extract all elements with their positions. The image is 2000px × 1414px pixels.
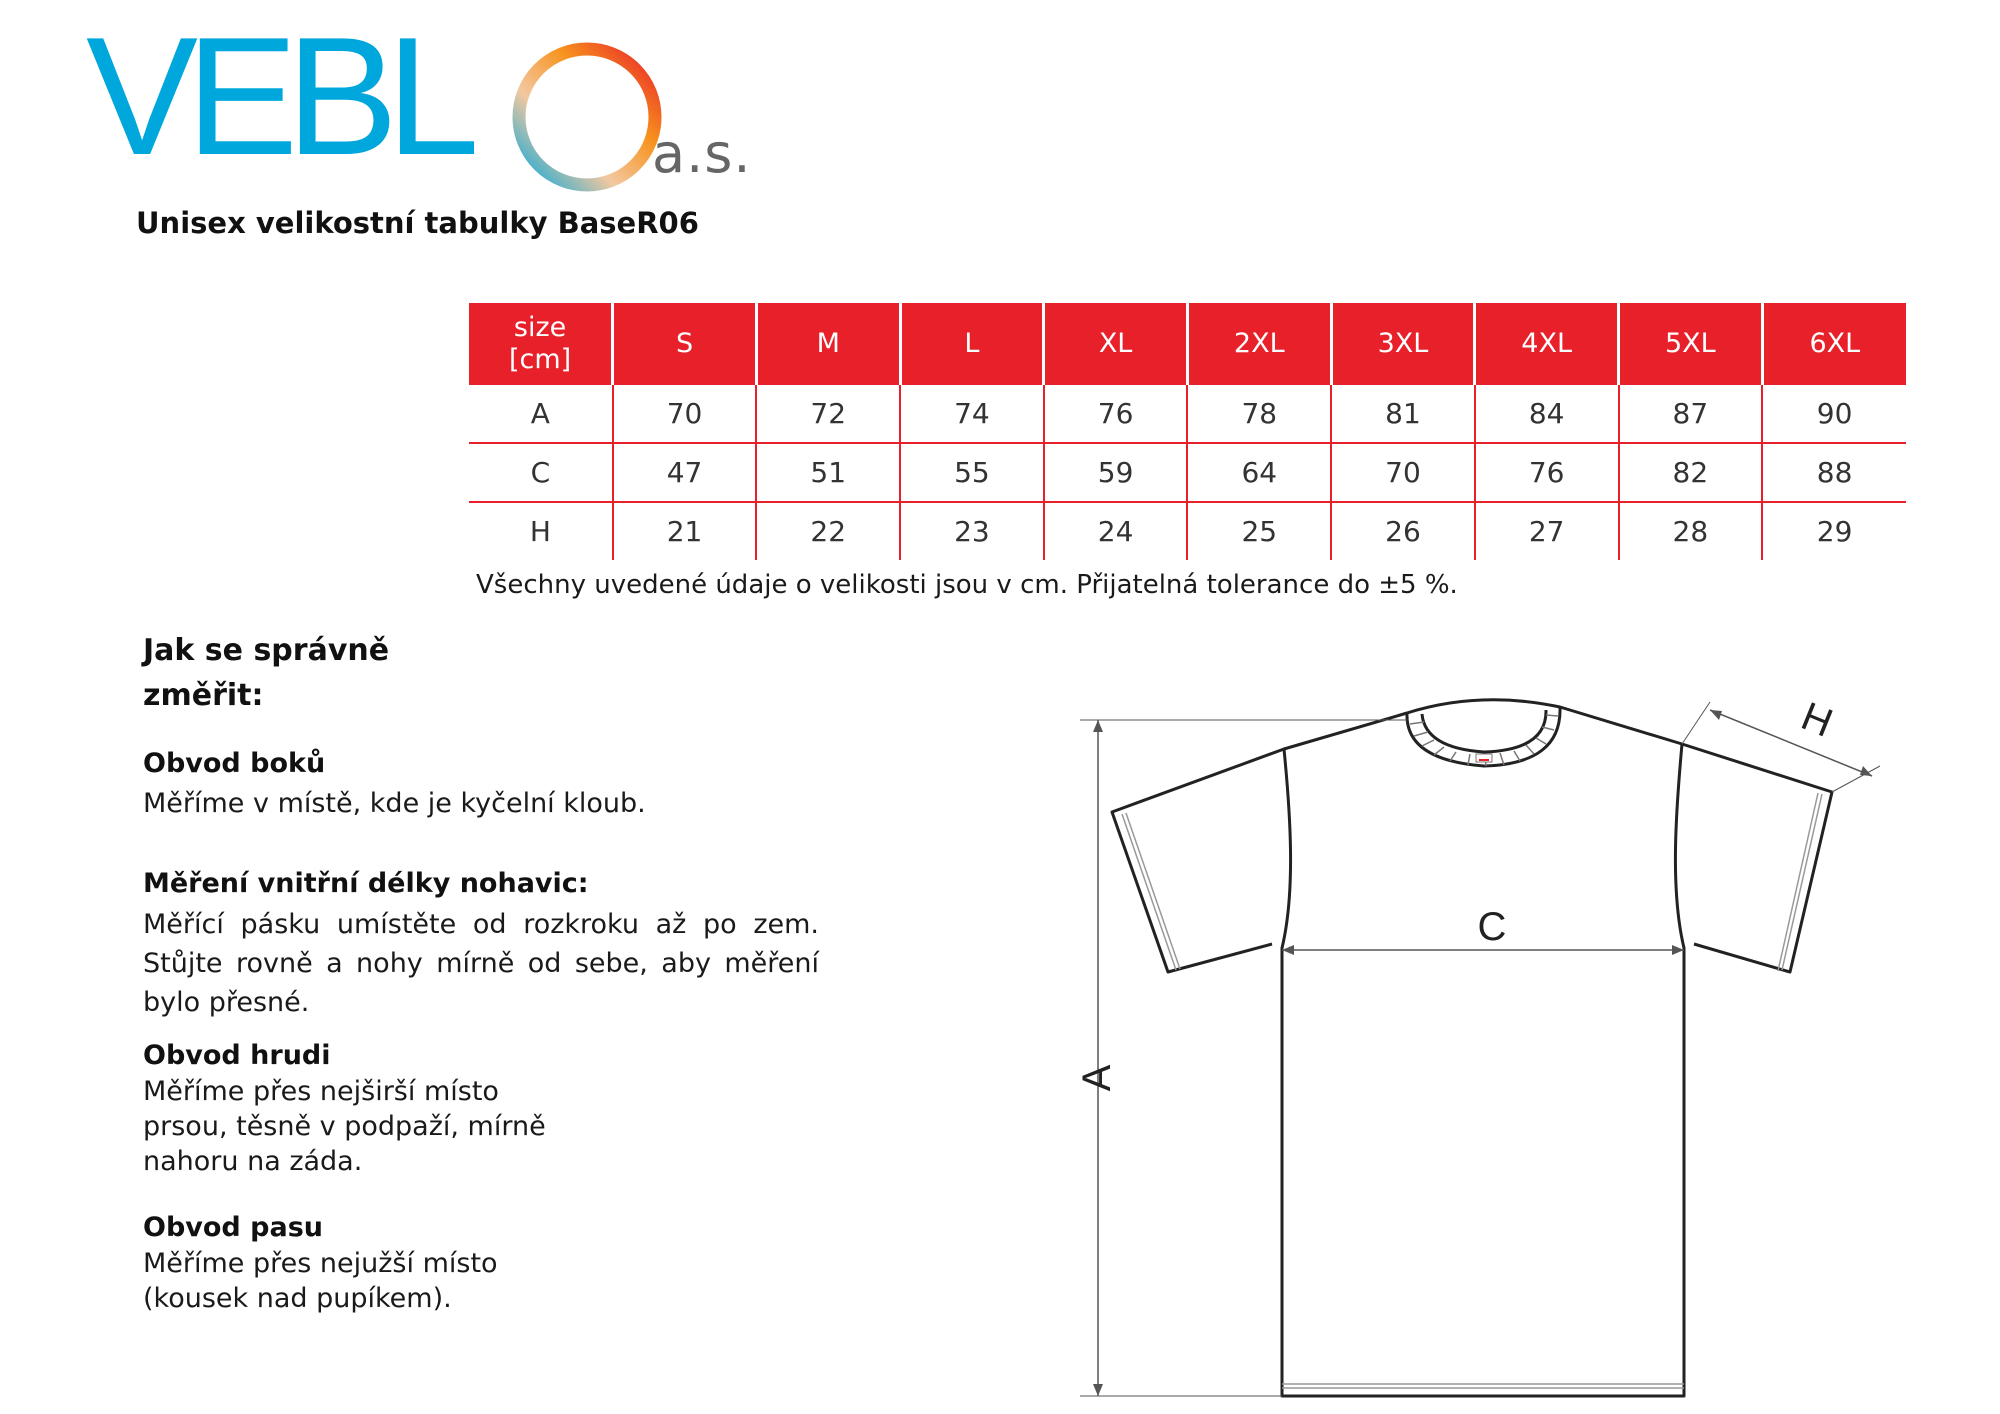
right-sleeve-outline bbox=[1682, 744, 1832, 972]
value-cell: 88 bbox=[1762, 443, 1906, 502]
value-cell: 74 bbox=[900, 385, 1044, 443]
arrow-h-start bbox=[1710, 710, 1722, 720]
size-header-cell: M bbox=[756, 303, 900, 385]
value-cell: 27 bbox=[1475, 502, 1619, 560]
section-title-chest: Obvod hrudi bbox=[143, 1040, 331, 1071]
table-row bbox=[469, 385, 1906, 443]
value-cell: 59 bbox=[1044, 443, 1188, 502]
value-cell: 51 bbox=[756, 443, 900, 502]
value-cell: 22 bbox=[756, 502, 900, 560]
size-header-cell: 2XL bbox=[1187, 303, 1331, 385]
value-cell: 55 bbox=[900, 443, 1044, 502]
dim-label-c: C bbox=[1477, 905, 1507, 949]
dim-ext-h-left bbox=[1682, 702, 1710, 744]
size-header-row bbox=[469, 303, 1906, 385]
logo-ring-graphic bbox=[508, 38, 666, 196]
dim-label-h: H bbox=[1795, 694, 1839, 746]
stitching bbox=[1122, 793, 1822, 1388]
section-text-waist: Měříme přes nejužší místo (kousek nad pupíkem). bbox=[143, 1248, 498, 1314]
section-title-waist: Obvod pasu bbox=[143, 1212, 323, 1243]
row-label-cell: A bbox=[530, 397, 550, 430]
corner-label-size: size bbox=[513, 311, 567, 343]
corner-label-unit: [cm] bbox=[508, 344, 572, 375]
dim-line-h bbox=[1710, 710, 1872, 776]
tshirt-body-outline bbox=[1282, 700, 1684, 1396]
section-title-hips: Obvod boků bbox=[143, 748, 326, 779]
size-header-cell: 5XL bbox=[1619, 303, 1763, 385]
value-cell: 64 bbox=[1187, 443, 1331, 502]
size-header-cell: 6XL bbox=[1762, 303, 1906, 385]
arrow-a-bottom bbox=[1093, 1384, 1103, 1396]
size-header-cell: 4XL bbox=[1475, 303, 1619, 385]
dim-label-a: A bbox=[1075, 1064, 1119, 1092]
page-title: Unisex velikostní tabulky BaseR06 bbox=[136, 206, 699, 240]
value-cell: 90 bbox=[1762, 385, 1906, 443]
neck-label-stripe bbox=[1479, 759, 1489, 761]
section-title-inseam: Měření vnitřní délky nohavic: bbox=[143, 868, 589, 899]
howto-title: Jak se správně změřit: bbox=[143, 633, 390, 713]
value-cell: 72 bbox=[756, 385, 900, 443]
tolerance-note: Všechny uvedené údaje o velikosti jsou v cm. Přijatelná tolerance do ±5 %. bbox=[476, 570, 1458, 600]
value-cell: 70 bbox=[1331, 443, 1475, 502]
value-cell: 29 bbox=[1762, 502, 1906, 560]
value-cell: 76 bbox=[1475, 443, 1619, 502]
section-text-inseam: Měřící pásku umístěte od rozkroku až po zem. Stůjte rovně a nohy mírně od sebe, aby měření bylo přesné. bbox=[143, 909, 819, 1018]
row-label-cell: H bbox=[469, 502, 613, 560]
size-header-cell: L bbox=[900, 303, 1044, 385]
size-table bbox=[469, 303, 1906, 560]
logo-suffix: a.s. bbox=[652, 122, 752, 185]
veblo-logo bbox=[86, 2, 752, 190]
section-text-hips: Měříme v místě, kde je kyčelní kloub. bbox=[143, 788, 646, 819]
logo-wordmark: VEBL bbox=[86, 2, 468, 190]
value-cell: 78 bbox=[1187, 385, 1331, 443]
value-cell: 47 bbox=[613, 443, 757, 502]
value-cell: 24 bbox=[1044, 502, 1188, 560]
table-row bbox=[469, 443, 1906, 502]
section-text-chest: Měříme přes nejširší místo prsou, těsně v podpaží, mírně nahoru na záda. bbox=[143, 1076, 546, 1177]
value-cell: 28 bbox=[1619, 502, 1763, 560]
value-cell: 81 bbox=[1331, 385, 1475, 443]
size-header-cell: S bbox=[613, 303, 757, 385]
table-row bbox=[469, 502, 1906, 560]
row-label-cell: C bbox=[469, 443, 613, 502]
value-cell: 84 bbox=[1475, 385, 1619, 443]
value-cell: 21 bbox=[613, 502, 757, 560]
value-cell: 70 bbox=[613, 385, 757, 443]
value-cell: 26 bbox=[1331, 502, 1475, 560]
value-cell: 23 bbox=[900, 502, 1044, 560]
value-cell: 87 bbox=[1619, 385, 1763, 443]
corner-header-cell bbox=[469, 303, 613, 385]
value-cell: 25 bbox=[1187, 502, 1331, 560]
value-cell: 76 bbox=[1044, 385, 1188, 443]
size-header-cell: XL bbox=[1044, 303, 1188, 385]
arrow-a-top bbox=[1093, 720, 1103, 732]
size-header-cell: 3XL bbox=[1331, 303, 1475, 385]
value-cell: 82 bbox=[1619, 443, 1763, 502]
tshirt-measurement-diagram bbox=[1060, 680, 1910, 1410]
